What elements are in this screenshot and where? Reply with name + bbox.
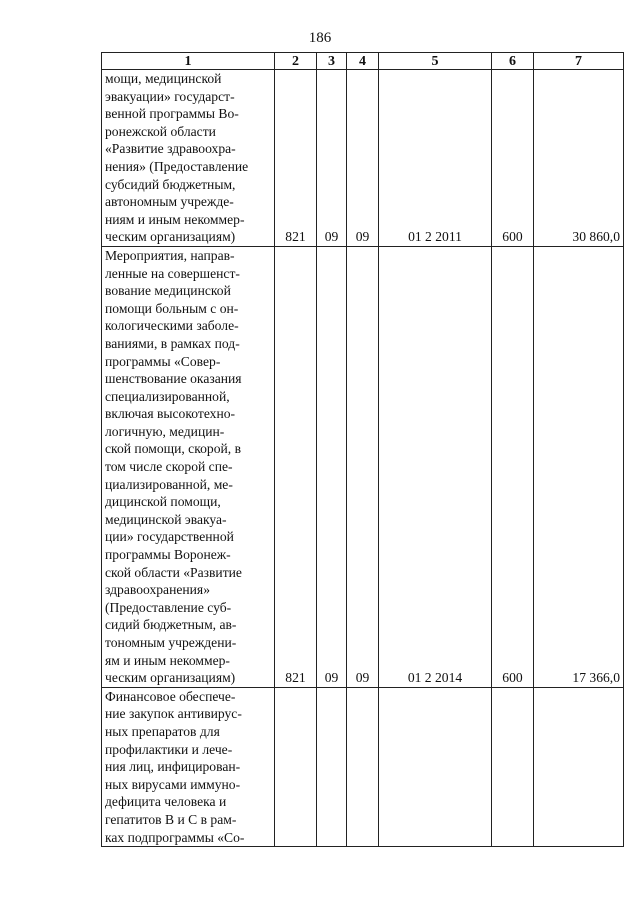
description-line: (Предоставление суб- [105, 599, 232, 615]
description-line: логичную, медицин- [105, 423, 225, 439]
description-line: том числе скорой спе- [105, 459, 233, 475]
description-line: ской области «Развитие [105, 564, 242, 580]
col-header-5: 5 [379, 53, 492, 70]
cell-target-article: 01 2 2011 [379, 70, 492, 247]
budget-table [101, 52, 624, 847]
description-line: «Развитие здравоохра- [105, 141, 236, 157]
description-line: профилактики и лече- [105, 741, 233, 757]
cell-subsection: 09 [347, 246, 379, 687]
table-row [102, 687, 624, 846]
cell-target-article: 01 2 2014 [379, 246, 492, 687]
description-line: Мероприятия, направ- [105, 247, 235, 263]
description-line: дицинской помощи, [105, 494, 221, 510]
cell-ministry-code: 821 [275, 246, 317, 687]
cell-subsection [347, 687, 379, 846]
cell-expense-type [492, 687, 534, 846]
cell-subsection: 09 [347, 70, 379, 247]
cell-target-article [379, 687, 492, 846]
description-line: Финансовое обеспече- [105, 688, 236, 704]
description-line: ках подпрограммы «Со- [105, 829, 245, 845]
description-line: гепатитов B и C в рам- [105, 811, 237, 827]
description-line: субсидий бюджетным, [105, 176, 236, 192]
description-line: вование медицинской [105, 283, 231, 299]
description-line: программы Воронеж- [105, 547, 231, 563]
cell-section [317, 687, 347, 846]
description-line: ниям и иным некоммер- [105, 211, 245, 227]
cell-ministry-code: 821 [275, 70, 317, 247]
cell-expense-type: 600 [492, 70, 534, 247]
description-line: программы «Совер- [105, 353, 221, 369]
description-line: венной программы Во- [105, 106, 239, 122]
description-line: циализированной, ме- [105, 476, 233, 492]
col-header-7: 7 [534, 53, 624, 70]
row-description [102, 246, 275, 687]
description-line: ных препаратов для [105, 723, 220, 739]
description-line: тономным учреждени- [105, 635, 237, 650]
row-description [102, 70, 275, 247]
col-header-3: 3 [317, 53, 347, 70]
description-line: эвакуации» государст- [105, 88, 235, 104]
description-line: ям и иным некоммер- [105, 652, 230, 668]
description-line: специализированной, [105, 388, 230, 404]
description-line: автономным учрежде- [105, 194, 234, 210]
description-line: включая высокотехно- [105, 406, 236, 422]
description-line: ронежской области [105, 123, 216, 139]
col-header-2: 2 [275, 53, 317, 70]
description-line: ние закупок антивирус- [105, 706, 242, 722]
cell-ministry-code [275, 687, 317, 846]
description-line: здравоохранения» [105, 582, 210, 598]
description-line: дефицита человека и [105, 794, 227, 810]
description-line: сидий бюджетным, ав- [105, 617, 237, 633]
description-line: ции» государственной [105, 529, 234, 545]
table-row [102, 246, 624, 687]
description-line: кологическими заболе- [105, 318, 239, 334]
col-header-1: 1 [102, 53, 275, 70]
table-header-row [102, 53, 624, 70]
col-header-6: 6 [492, 53, 534, 70]
description-line: ленные на совершенст- [105, 265, 240, 281]
description-line: ческим организациям) [105, 229, 236, 245]
cell-expense-type: 600 [492, 246, 534, 687]
cell-amount: 30 860,0 [534, 70, 624, 247]
cell-section: 09 [317, 70, 347, 247]
description-line: нения» (Предоставление [105, 158, 249, 174]
description-line: мощи, медицинской [105, 71, 222, 86]
table-row [102, 70, 624, 247]
description-line: ваниями, в рамках под- [105, 335, 240, 351]
col-header-4: 4 [347, 53, 379, 70]
description-line: помощи больным с он- [105, 300, 239, 316]
row-description [102, 687, 275, 846]
description-line: медицинской эвакуа- [105, 511, 227, 527]
cell-amount: 17 366,0 [534, 246, 624, 687]
description-line: ных вирусами иммуно- [105, 776, 241, 792]
description-line: ской помощи, скорой, в [105, 441, 241, 457]
description-line: ческим организациям) [105, 670, 236, 686]
page-number: 186 [308, 30, 332, 46]
description-line: ния лиц, инфицирован- [105, 759, 241, 775]
cell-section: 09 [317, 246, 347, 687]
description-line: шенствование оказания [105, 371, 242, 387]
cell-amount [534, 687, 624, 846]
